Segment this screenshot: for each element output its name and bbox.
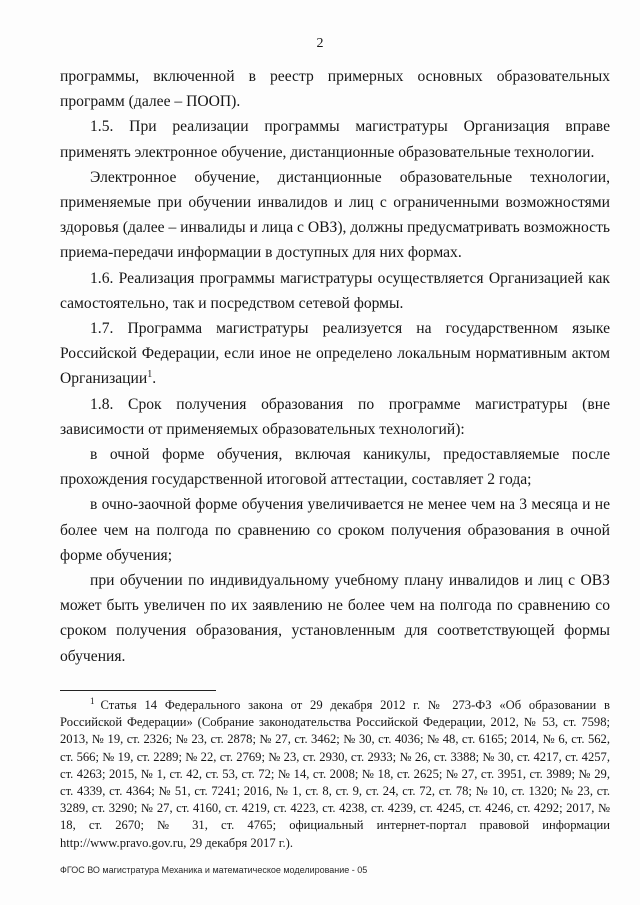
document-footer: ФГОС ВО магистратура Механика и математическое моделирование - 05 bbox=[60, 865, 368, 875]
document-body bbox=[60, 64, 610, 669]
paragraph-part-time: в очно-заочной форме обучения увеличивается не менее чем на 3 месяца и не более чем на полгода по сравнению со сроком получения образования в очной форме обучения; bbox=[60, 496, 610, 564]
paragraph-1-5: 1.5. При реализации программы магистратуры Организация вправе применять электронное обучение, дистанционные образовательные технологии. bbox=[60, 118, 610, 161]
footnote-divider bbox=[60, 690, 216, 691]
footnote bbox=[60, 697, 610, 852]
paragraph-full-time: в очной форме обучения, включая каникулы, предоставляемые после прохождения государственной итоговой аттестации, составляет 2 года; bbox=[60, 446, 610, 489]
footnote-text: Статья 14 Федерального закона от 29 декабря 2012 г. № 273-ФЗ «Об образовании в Российской Федерации» (Собрание законодательства Российской Федерации, 2012, № 53, ст. 7598; 2013, № 19, ст. 2326; № 23, ст. 2878; № 27, ст. 3462; № 30, ст. 4036; № 48, ст. 6165; 2014, № 6, ст. 562, ст. 566; № 19, ст. 2289; № 22, ст. 2769; № 23, ст. 2930, ст. 2933; № 26, ст. 3388; № 30, ст. 4217, ст. 4257, ст. 4263; 2015, № 1, ст. 42, ст. 53, ст. 72; № 14, ст. 2008; № 18, ст. 2625; № 27, ст. 3951, ст. 3989; № 29, ст. 4339, ст. 4364; № 51, ст. 7241; 2016, № 1, ст. 8, ст. 9, ст. 24, ст. 72, ст. 78; № 10, ст. 1320; № 23, ст. 3289, ст. 3290; № 27, ст. 4160, ст. 4219, ст. 4223, ст. 4238, ст. 4239, ст. 4245, ст. 4246, ст. 4292; 2017, № 18, ст. 2670; № 31, ст. 4765; официальный интернет-портал правовой информации http://www.pravo.gov.ru, 29 декабря 2017 г.). bbox=[60, 698, 610, 850]
paragraph-individual-plan: при обучении по индивидуальному учебному плану инвалидов и лиц с ОВЗ может быть увеличен по их заявлению не более чем на полгода по сравнению со сроком получения образования, установленным для соответствующей формы обучения. bbox=[60, 572, 610, 665]
paragraph-1-6: 1.6. Реализация программы магистратуры осуществляется Организацией как самостоятельно, так и посредством сетевой формы. bbox=[60, 269, 610, 312]
footnote-number: 1 bbox=[90, 695, 95, 706]
paragraph-1-8: 1.8. Срок получения образования по программе магистратуры (вне зависимости от применяемых образовательных технологий): bbox=[60, 395, 610, 438]
page-number: 2 bbox=[316, 36, 324, 51]
paragraph-1-7-end: . bbox=[152, 370, 157, 388]
paragraph-poop-definition: программы, включенной в реестр примерных основных образовательных программ (далее – ПООП). bbox=[60, 68, 610, 111]
paragraph-1-7 bbox=[60, 316, 610, 392]
paragraph-1-7-text: 1.7. Программа магистратуры реализуется на государственном языке Российской Федерации, если иное не определено локальным нормативным актом Организации bbox=[60, 320, 610, 388]
footnote-reference-mark: 1 bbox=[147, 369, 153, 381]
paragraph-e-learning-ovz: Электронное обучение, дистанционные образовательные технологии, применяемые при обучении инвалидов и лиц с ограниченными возможностями здоровья (далее – инвалиды и лица с ОВЗ), должны предусматривать возможность приема-передачи информации в доступных для них формах. bbox=[60, 168, 610, 262]
